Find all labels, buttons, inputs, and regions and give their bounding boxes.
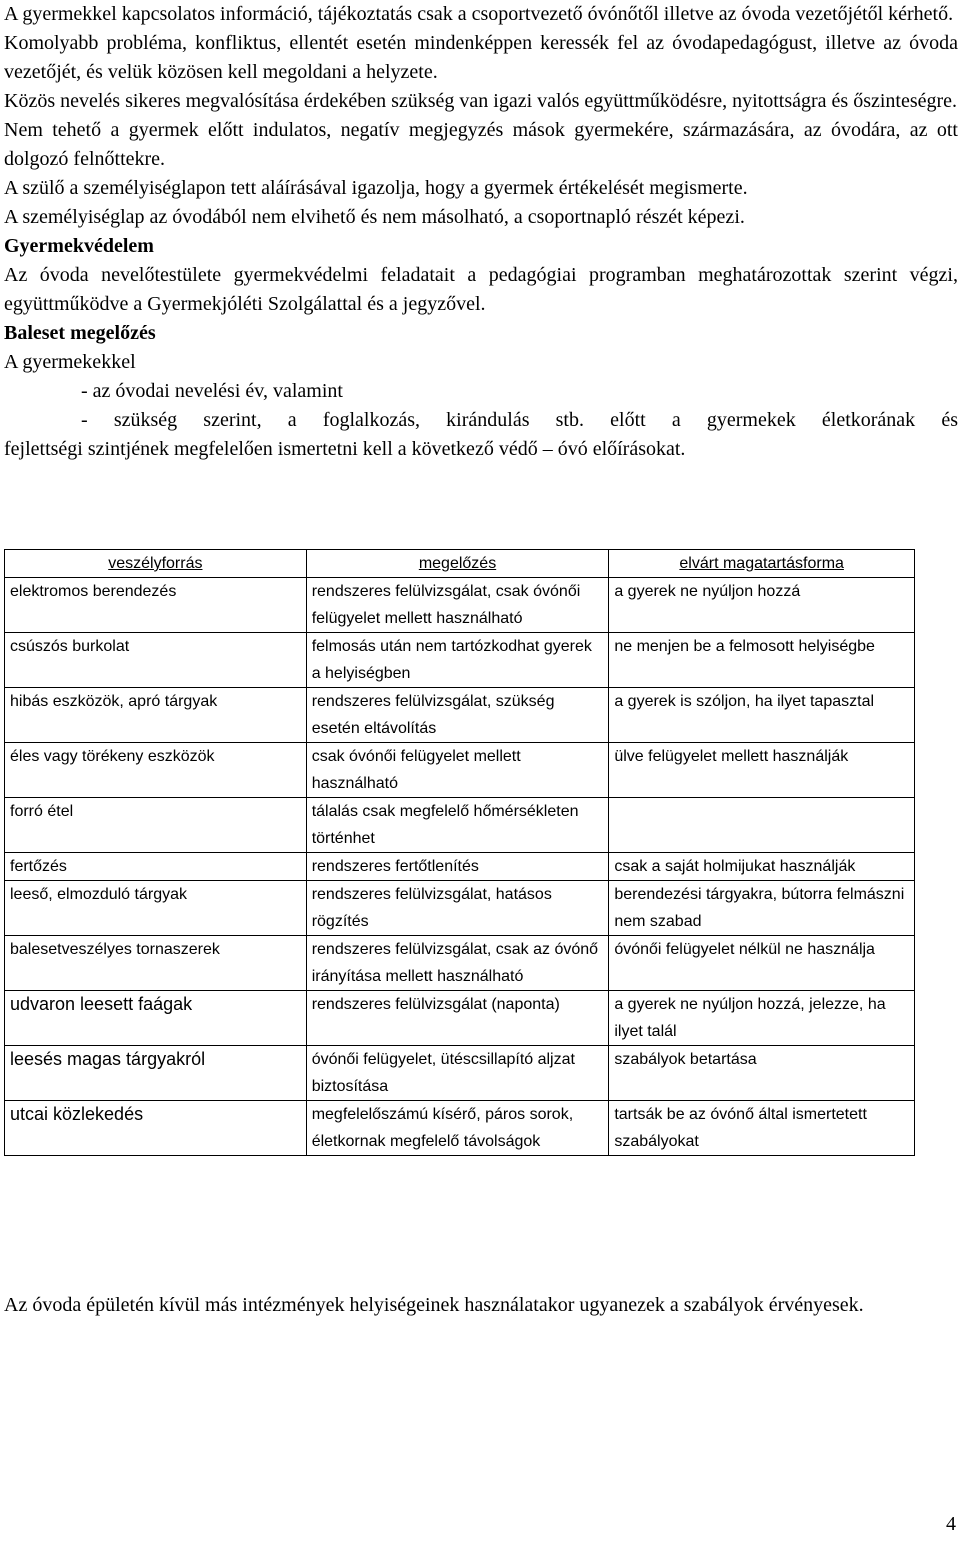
cell-behavior: a gyerek ne nyúljon hozzá, jelezze, ha ilyet talál xyxy=(609,991,915,1046)
cell-hazard: elektromos berendezés xyxy=(5,578,307,633)
heading-accident-prevention: Baleset megelőzés xyxy=(4,322,156,344)
cell-behavior: a gyerek ne nyúljon hozzá xyxy=(609,578,915,633)
cell-prevention: rendszeres fertőtlenítés xyxy=(306,853,609,881)
cell-hazard: udvaron leesett faágak xyxy=(5,991,307,1046)
table-row xyxy=(5,688,915,743)
column-header-prevention: megelőzés xyxy=(306,550,609,578)
cell-hazard: leeső, elmozduló tárgyak xyxy=(5,881,307,936)
cell-hazard: utcai közlekedés xyxy=(5,1101,307,1156)
cell-behavior: berendezési tárgyakra, bútorra felmászni nem szabad xyxy=(609,881,915,936)
paragraph-personality-sheet: A személyiséglap az óvodából nem elvihető és nem másolható, a csoportnapló részét képezi. xyxy=(4,206,745,228)
closing-paragraph: Az óvoda épületén kívül más intézmények helyiségeinek használatakor ugyanezek a szabályok érvényesek. xyxy=(4,1294,864,1316)
cell-hazard: balesetveszélyes tornaszerek xyxy=(5,936,307,991)
table-row xyxy=(5,633,915,688)
cell-hazard: éles vagy törékeny eszközök xyxy=(5,743,307,798)
table-row xyxy=(5,853,915,881)
paragraph-info: A gyermekkel kapcsolatos információ, tájékoztatás csak a csoportvezető óvónőtől illetve az óvoda vezetőjétől kérhető. xyxy=(4,3,954,25)
cell-prevention: megfelelőszámú kísérő, páros sorok, életkornak megfelelő távolságok xyxy=(306,1101,609,1156)
column-header-hazard: veszélyforrás xyxy=(5,550,307,578)
cell-hazard: csúszós burkolat xyxy=(5,633,307,688)
table-header-row xyxy=(5,550,915,578)
cell-prevention: rendszeres felülvizsgálat, szükség esetén eltávolítás xyxy=(306,688,609,743)
paragraph-cooperation: Közös nevelés sikeres megvalósítása érdekében szükség van igazi valós együttműködésre, nyitottságra és őszinteségre. xyxy=(4,90,958,112)
cell-prevention: rendszeres felülvizsgálat, hatásos rögzítés xyxy=(306,881,609,936)
table-row xyxy=(5,881,915,936)
cell-behavior xyxy=(609,798,915,853)
cell-behavior: szabályok betartása xyxy=(609,1046,915,1101)
table-row xyxy=(5,1046,915,1101)
page-number: 4 xyxy=(946,1513,956,1535)
cell-hazard: hibás eszközök, apró tárgyak xyxy=(5,688,307,743)
table-body xyxy=(5,578,915,1156)
paragraph-child-protection: Az óvoda nevelőtestülete gyermekvédelmi feladatait a pedagógiai programban meghatározottak szerint végzi, együttműködve a Gyermekjóléti Szolgálattal és a jegyzővel. xyxy=(4,264,958,315)
paragraph-signature: A szülő a személyiséglapon tett aláírásával igazolja, hogy a gyermek értékelését megismerte. xyxy=(4,177,748,199)
cell-behavior: tartsák be az óvónő által ismertetett szabályokat xyxy=(609,1101,915,1156)
cell-prevention: rendszeres felülvizsgálat, csak óvónői felügyelet mellett használható xyxy=(306,578,609,633)
cell-hazard: fertőzés xyxy=(5,853,307,881)
paragraph-conflict: Komolyabb probléma, konfliktus, ellentét esetén mindenképpen keressék fel az óvodapedagógust, illetve az óvoda vezetőjét, és velük közösen kell megoldani a helyzete. xyxy=(4,32,958,83)
table-row xyxy=(5,991,915,1046)
cell-behavior: csak a saját holmijukat használják xyxy=(609,853,915,881)
cell-hazard: forró étel xyxy=(5,798,307,853)
cell-prevention: csak óvónői felügyelet mellett használható xyxy=(306,743,609,798)
table-row xyxy=(5,578,915,633)
cell-behavior: a gyerek is szóljon, ha ilyet tapasztal xyxy=(609,688,915,743)
cell-prevention: rendszeres felülvizsgálat, csak az óvónő irányítása mellett használható xyxy=(306,936,609,991)
cell-behavior: óvónői felügyelet nélkül ne használja xyxy=(609,936,915,991)
cell-behavior: ülve felügyelet mellett használják xyxy=(609,743,915,798)
cell-prevention: felmosás után nem tartózkodhat gyerek a helyiségben xyxy=(306,633,609,688)
accident-item-year: - az óvodai nevelési év, valamint xyxy=(81,380,343,402)
table-row xyxy=(5,936,915,991)
cell-hazard: leesés magas tárgyakról xyxy=(5,1046,307,1101)
heading-child-protection: Gyermekvédelem xyxy=(4,235,154,257)
cell-prevention: tálalás csak megfelelő hőmérsékleten történhet xyxy=(306,798,609,853)
table-row xyxy=(5,743,915,798)
accident-continuation: fejlettségi szintjének megfelelően ismertetni kell a következő védő – óvó előírásokat. xyxy=(4,438,686,460)
cell-prevention: óvónői felügyelet, ütéscsillapító aljzat biztosítása xyxy=(306,1046,609,1101)
accident-intro: A gyermekekkel xyxy=(4,351,136,373)
document-body xyxy=(4,0,958,464)
accident-item-need: - szükség szerint, a foglalkozás, kirándulás stb. előtt a gyermekek életkorának és xyxy=(81,409,958,431)
table-row xyxy=(5,1101,915,1156)
safety-rules-table xyxy=(4,549,915,1156)
paragraph-remarks: Nem tehető a gyermek előtt indulatos, negatív megjegyzés mások gyermekére, származására, az óvodára, az ott dolgozó felnőttekre. xyxy=(4,119,958,170)
table-row xyxy=(5,798,915,853)
cell-behavior: ne menjen be a felmosott helyiségbe xyxy=(609,633,915,688)
column-header-behavior: elvárt magatartásforma xyxy=(609,550,915,578)
cell-prevention: rendszeres felülvizsgálat (naponta) xyxy=(306,991,609,1046)
